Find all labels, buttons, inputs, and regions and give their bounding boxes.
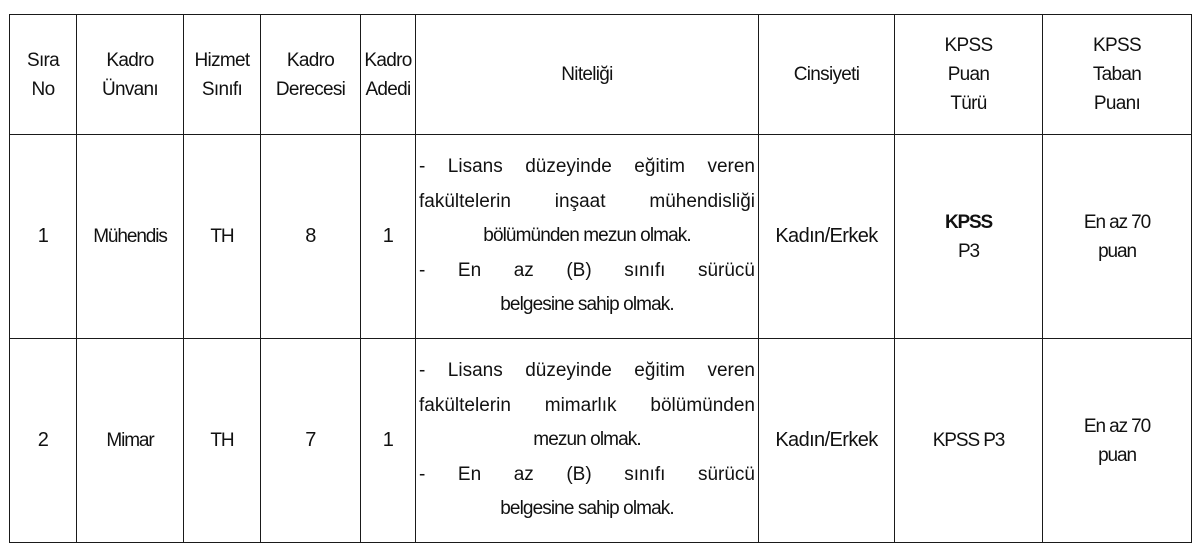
cell-niteligi [416, 339, 759, 543]
niteligi-line: belgesine sahip olmak. [500, 498, 674, 520]
header-kpss-puan-turu: KPSS Puan Türü [895, 15, 1043, 135]
niteligi-line: fakültelerin inşaat mühendisliği [419, 190, 755, 212]
table-header-row [10, 15, 1192, 135]
staff-position-table [9, 14, 1192, 543]
cell-sira-no: 2 [10, 339, 77, 543]
cell-kadro-unvani: Mimar [77, 339, 184, 543]
cell-kpss-puan-turu: KPSS P3 [895, 135, 1043, 339]
cell-kpss-puan-turu: KPSS P3 [895, 339, 1043, 543]
niteligi-line: belgesine sahip olmak. [500, 294, 674, 316]
cell-kadro-derecesi: 7 [261, 339, 361, 543]
cell-hizmet-sinifi: TH [184, 135, 261, 339]
header-kadro-adedi: Kadro Adedi [361, 15, 416, 135]
cell-kadro-adedi: 1 [361, 135, 416, 339]
cell-hizmet-sinifi: TH [184, 339, 261, 543]
niteligi-line: fakültelerin mimarlık bölümünden [419, 394, 755, 416]
cell-kpss-taban-puani: En az 70 puan [1043, 339, 1192, 543]
header-kpss-taban-puani: KPSS Taban Puanı [1043, 15, 1192, 135]
niteligi-line: mezun olmak. [533, 429, 641, 451]
niteligi-line: - Lisans düzeyinde eğitim veren [419, 360, 755, 382]
cell-cinsiyeti: Kadın/Erkek [759, 339, 895, 543]
niteligi-line: - Lisans düzeyinde eğitim veren [419, 156, 755, 178]
cell-niteligi [416, 135, 759, 339]
cell-kpss-taban-puani: En az 70 puan [1043, 135, 1192, 339]
cell-kadro-derecesi: 8 [261, 135, 361, 339]
niteligi-line: bölümünden mezun olmak. [483, 225, 691, 247]
header-kadro-derecesi: Kadro Derecesi [261, 15, 361, 135]
cell-kadro-adedi: 1 [361, 339, 416, 543]
cell-cinsiyeti: Kadın/Erkek [759, 135, 895, 339]
table-row [10, 339, 1192, 543]
header-kadro-unvani: Kadro Ünvanı [77, 15, 184, 135]
table-row [10, 135, 1192, 339]
cell-kadro-unvani: Mühendis [77, 135, 184, 339]
header-sira-no: Sıra No [10, 15, 77, 135]
niteligi-line: - En az (B) sınıfı sürücü [419, 463, 755, 485]
header-niteligi: Niteliği [416, 15, 759, 135]
cell-sira-no: 1 [10, 135, 77, 339]
header-hizmet-sinifi: Hizmet Sınıfı [184, 15, 261, 135]
niteligi-line: - En az (B) sınıfı sürücü [419, 259, 755, 281]
header-cinsiyeti: Cinsiyeti [759, 15, 895, 135]
